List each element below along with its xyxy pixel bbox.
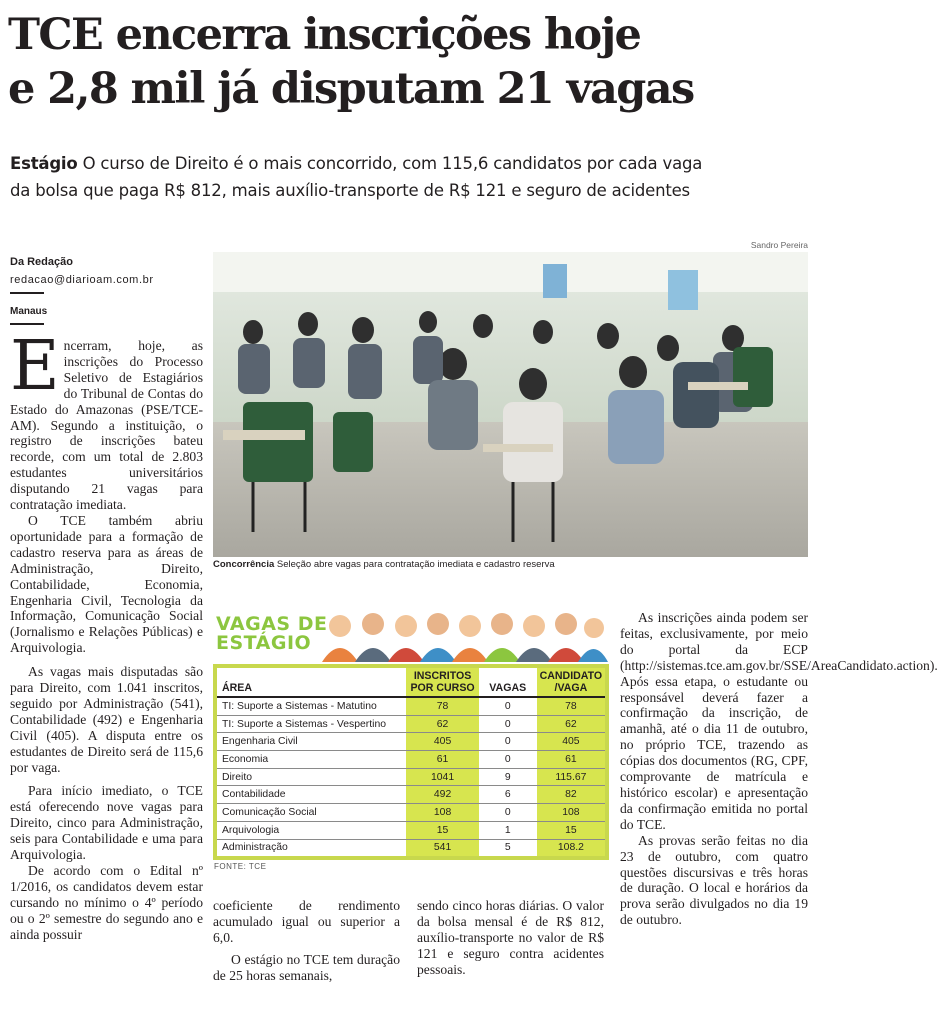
headline-line-2: e 2,8 mil já disputam 21 vagas [8,64,694,114]
body-paragraph: Para início imediato, o TCE está oferecendo nove vagas para Direito, cinco para Administração, seis para Contabilidade e uma para Arquivologia. [10,783,203,863]
header-area: ÁREA [215,666,406,697]
body-paragraph: As vagas mais disputadas são para Direito, com 1.041 inscritos, seguido por Administração (541), Contabilidade (492) e Engenharia Civil (405). A disputa entre os estudantes de Direito será de 115,6 por vaga. [10,664,203,775]
body-column-3 [417,898,604,978]
body-paragraph: Encerram, hoje, as inscrições do Processo Seletivo de Estagiários do Tribunal de Contas do Estado do Amazonas (PSE/TCE-AM). Segundo a instituição, o registro de inscrições bateu recorde, com um total de 2.803 estudantes universitários disputando 21 vagas para contratação imediata. [10,327,203,513]
people-illustration [318,604,608,662]
byline-location: Manaus [10,306,48,317]
table-row: TI: Suporte a Sistemas - Matutino 78 0 78 [215,697,607,715]
body-paragraph: As inscrições ainda podem ser feitas, exclusivamente, por meio do portal da ECP (http://sistemas.tce.am.gov.br/SSE/AreaCandidato.action). Após essa etapa, o estudante ou responsável deverá fazer a confirmação da inscrição, de amanhã, até o dia 11 de outubro, no próprio TCE, trazendo as cópias dos documentos (RG, CPF, comprovante de matrícula e histórico escolar) e apresentação da confirmação emitida no portal do TCE. [620,610,938,832]
table-row: Direito 1041 9 115.67 [215,768,607,786]
table-row: Economia 61 0 61 [215,751,607,769]
location-rule [10,323,44,325]
drop-cap: E [10,327,60,406]
table-header-row [215,666,607,697]
body-paragraph: sendo cinco horas diárias. O valor da bolsa mensal é de R$ 812, auxílio-transporte no valor de R$ 121 e seguro contra acidentes pessoais. [417,898,604,977]
standfirst-kicker: Estágio [10,154,78,173]
headline-line-1: TCE encerra inscrições hoje [8,10,641,60]
body-paragraph: O TCE também abriu oportunidade para a formação de cadastro reserva para as áreas de Administração, Direito, Contabilidade, Economia, Engenharia Civil, Tecnologia da Informação, Comunicação Social (Jornalismo e Relações Públicas) e Arquivologia. [10,512,203,656]
body-column-1 [10,327,203,943]
classroom-illustration [213,252,808,557]
people-icons [318,604,608,662]
byline-email: redacao@diarioam.com.br [10,274,154,286]
photo-credit: Sandro Pereira [750,240,808,250]
body-paragraph: De acordo com o Edital nº 1/2016, os candidatos devem estar cursando no mínimo o 4º período ou o 2º semestre do segundo ano e ainda possuir [10,863,203,942]
body-column-2 [213,898,400,984]
vagas-table [213,664,609,860]
body-paragraph: coeficiente de rendimento acumulado igual ou superior a 6,0. [213,898,400,945]
body-paragraph: O estágio no TCE tem duração de 25 horas semanais, [213,951,400,983]
byline-rule [10,292,44,294]
table-row: Contabilidade 492 6 82 [215,786,607,804]
header-candidato: CANDIDATO /VAGA [537,666,607,697]
headline [8,8,818,116]
table-row: Administração 541 5 108.2 [215,839,607,858]
photo-caption [213,559,555,570]
standfirst [10,150,810,204]
table-title: VAGAS DE ESTÁGIO [216,613,328,654]
table-source: FONTE: TCE [214,862,267,871]
classroom-photo [213,252,808,557]
byline-author: Da Redação [10,256,73,268]
header-vagas: VAGAS [479,666,537,697]
table-row: TI: Suporte a Sistemas - Vespertino 62 0 62 [215,715,607,733]
table-row: Comunicação Social 108 0 108 [215,804,607,822]
body-paragraph: As provas serão feitas no dia 23 de outubro, com quatro questões discursivas e três horas de duração. O local e horários da prova serão divulgados no dia 19 de outubro. [620,832,808,928]
body-column-4 [620,610,938,928]
caption-text: Seleção abre vagas para contratação imediata e cadastro reserva [274,559,555,570]
header-inscritos: INSCRITOS POR CURSO [406,666,478,697]
standfirst-line-1: O curso de Direito é o mais concorrido, com 115,6 candidatos por cada vaga [77,154,703,173]
table-row: Arquivologia 15 1 15 [215,821,607,839]
standfirst-line-2: da bolsa que paga R$ 812, mais auxílio-transporte de R$ 121 e seguro de acidentes [10,181,690,200]
caption-kicker: Concorrência [213,559,275,570]
table-row: Engenharia Civil 405 0 405 [215,733,607,751]
